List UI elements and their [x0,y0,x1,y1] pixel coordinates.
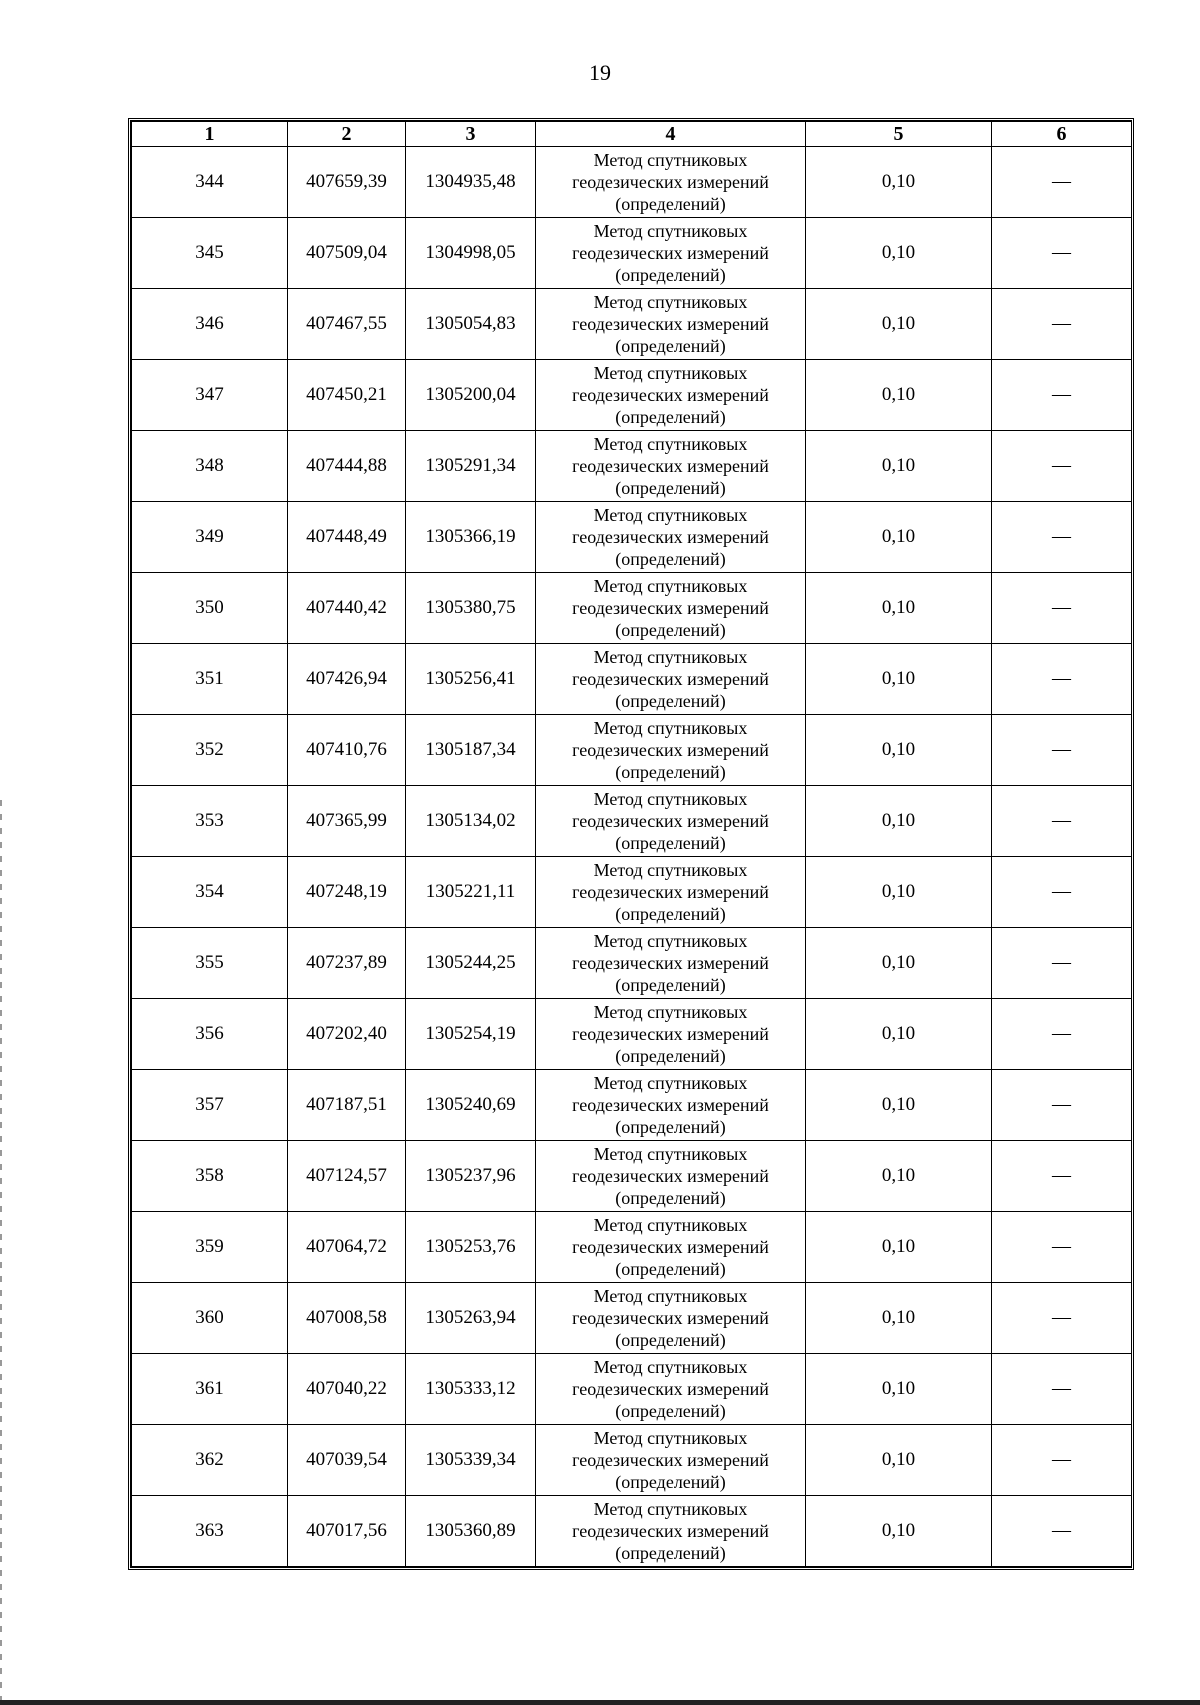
method-line: геодезических измерений [572,1450,769,1470]
y-coordinate-cell: 1305360,89 [406,1496,536,1567]
accuracy-cell: 0,10 [806,289,992,360]
note-cell: — [992,431,1132,502]
note-cell: — [992,1496,1132,1567]
x-coordinate-cell: 407509,04 [288,218,406,289]
y-coordinate-cell: 1305134,02 [406,786,536,857]
point-number-cell: 348 [132,431,288,502]
method-line: (определений) [615,762,726,782]
method-line: Метод спутниковых [593,1428,748,1448]
method-cell [536,1283,806,1354]
y-coordinate-cell: 1305254,19 [406,999,536,1070]
method-line: (определений) [615,1330,726,1350]
point-number-cell: 359 [132,1212,288,1283]
point-number-cell: 356 [132,999,288,1070]
accuracy-cell: 0,10 [806,857,992,928]
method-line: геодезических измерений [572,172,769,192]
accuracy-cell: 0,10 [806,715,992,786]
method-cell [536,1425,806,1496]
table-row [132,218,1132,289]
note-cell: — [992,928,1132,999]
method-line: (определений) [615,265,726,285]
table-row [132,1425,1132,1496]
y-coordinate-cell: 1305380,75 [406,573,536,644]
method-line: Метод спутниковых [593,221,748,241]
table-row [132,999,1132,1070]
x-coordinate-cell: 407426,94 [288,644,406,715]
column-header: 3 [406,122,536,147]
accuracy-cell: 0,10 [806,1141,992,1212]
y-coordinate-cell: 1305221,11 [406,857,536,928]
method-line: (определений) [615,904,726,924]
note-cell: — [992,1283,1132,1354]
note-cell: — [992,1141,1132,1212]
method-line: геодезических измерений [572,385,769,405]
point-number-cell: 362 [132,1425,288,1496]
accuracy-cell: 0,10 [806,360,992,431]
method-cell [536,1212,806,1283]
method-cell [536,502,806,573]
note-cell: — [992,1425,1132,1496]
y-coordinate-cell: 1305366,19 [406,502,536,573]
accuracy-cell: 0,10 [806,1070,992,1141]
method-line: Метод спутниковых [593,292,748,312]
note-cell: — [992,1070,1132,1141]
method-line: Метод спутниковых [593,150,748,170]
point-number-cell: 360 [132,1283,288,1354]
column-header: 6 [992,122,1132,147]
point-number-cell: 346 [132,289,288,360]
scan-edge-bottom [0,1700,1200,1705]
method-line: Метод спутниковых [593,434,748,454]
method-line: Метод спутниковых [593,1357,748,1377]
table-row [132,786,1132,857]
method-line: геодезических измерений [572,314,769,334]
note-cell: — [992,1354,1132,1425]
method-cell [536,360,806,431]
table-row [132,857,1132,928]
point-number-cell: 353 [132,786,288,857]
column-header: 1 [132,122,288,147]
method-line: Метод спутниковых [593,931,748,951]
note-cell: — [992,573,1132,644]
point-number-cell: 363 [132,1496,288,1567]
table-row [132,289,1132,360]
accuracy-cell: 0,10 [806,644,992,715]
method-cell [536,1496,806,1567]
method-line: (определений) [615,691,726,711]
method-line: Метод спутниковых [593,860,748,880]
method-line: геодезических измерений [572,1521,769,1541]
table-row [132,573,1132,644]
x-coordinate-cell: 407008,58 [288,1283,406,1354]
method-cell [536,289,806,360]
x-coordinate-cell: 407202,40 [288,999,406,1070]
method-line: Метод спутниковых [593,1499,748,1519]
point-number-cell: 358 [132,1141,288,1212]
point-number-cell: 361 [132,1354,288,1425]
method-line: Метод спутниковых [593,647,748,667]
table-row [132,644,1132,715]
y-coordinate-cell: 1305244,25 [406,928,536,999]
point-number-cell: 351 [132,644,288,715]
table-row [132,928,1132,999]
note-cell: — [992,857,1132,928]
x-coordinate-cell: 407039,54 [288,1425,406,1496]
method-cell [536,999,806,1070]
point-number-cell: 347 [132,360,288,431]
accuracy-cell: 0,10 [806,1496,992,1567]
note-cell: — [992,644,1132,715]
x-coordinate-cell: 407017,56 [288,1496,406,1567]
column-header: 5 [806,122,992,147]
method-cell [536,1070,806,1141]
x-coordinate-cell: 407248,19 [288,857,406,928]
method-line: геодезических измерений [572,740,769,760]
table-row [132,715,1132,786]
coordinates-table [131,121,1132,1567]
accuracy-cell: 0,10 [806,1283,992,1354]
table-row [132,1354,1132,1425]
method-cell [536,147,806,218]
note-cell: — [992,147,1132,218]
x-coordinate-cell: 407365,99 [288,786,406,857]
table-row [132,1496,1132,1567]
accuracy-cell: 0,10 [806,999,992,1070]
y-coordinate-cell: 1305333,12 [406,1354,536,1425]
x-coordinate-cell: 407659,39 [288,147,406,218]
method-cell [536,1354,806,1425]
method-line: геодезических измерений [572,598,769,618]
x-coordinate-cell: 407450,21 [288,360,406,431]
method-line: геодезических измерений [572,456,769,476]
method-line: (определений) [615,1117,726,1137]
point-number-cell: 350 [132,573,288,644]
method-line: (определений) [615,549,726,569]
note-cell: — [992,999,1132,1070]
method-cell [536,857,806,928]
note-cell: — [992,786,1132,857]
method-line: геодезических измерений [572,527,769,547]
method-line: Метод спутниковых [593,1002,748,1022]
page-number: 19 [589,60,611,85]
table-row [132,1212,1132,1283]
x-coordinate-cell: 407187,51 [288,1070,406,1141]
accuracy-cell: 0,10 [806,1425,992,1496]
point-number-cell: 352 [132,715,288,786]
method-line: (определений) [615,833,726,853]
method-cell [536,715,806,786]
method-line: (определений) [615,1046,726,1066]
table-body [132,147,1132,1567]
point-number-cell: 345 [132,218,288,289]
method-cell [536,431,806,502]
table-row [132,1141,1132,1212]
y-coordinate-cell: 1305339,34 [406,1425,536,1496]
y-coordinate-cell: 1304998,05 [406,218,536,289]
method-line: (определений) [615,336,726,356]
accuracy-cell: 0,10 [806,502,992,573]
x-coordinate-cell: 407440,42 [288,573,406,644]
coordinates-table-frame [128,118,1134,1570]
table-row [132,431,1132,502]
method-line: Метод спутниковых [593,1073,748,1093]
method-cell [536,928,806,999]
method-line: Метод спутниковых [593,1286,748,1306]
method-cell [536,644,806,715]
y-coordinate-cell: 1305237,96 [406,1141,536,1212]
method-line: (определений) [615,1472,726,1492]
method-line: (определений) [615,620,726,640]
accuracy-cell: 0,10 [806,147,992,218]
method-line: геодезических измерений [572,953,769,973]
accuracy-cell: 0,10 [806,928,992,999]
note-cell: — [992,289,1132,360]
accuracy-cell: 0,10 [806,786,992,857]
table-header-row [132,122,1132,147]
note-cell: — [992,1212,1132,1283]
point-number-cell: 354 [132,857,288,928]
x-coordinate-cell: 407448,49 [288,502,406,573]
method-line: геодезических измерений [572,669,769,689]
y-coordinate-cell: 1304935,48 [406,147,536,218]
method-line: (определений) [615,975,726,995]
method-cell [536,786,806,857]
y-coordinate-cell: 1305240,69 [406,1070,536,1141]
method-line: (определений) [615,1543,726,1563]
point-number-cell: 357 [132,1070,288,1141]
table-row [132,360,1132,431]
point-number-cell: 349 [132,502,288,573]
method-cell [536,218,806,289]
method-line: геодезических измерений [572,243,769,263]
y-coordinate-cell: 1305200,04 [406,360,536,431]
y-coordinate-cell: 1305253,76 [406,1212,536,1283]
column-header: 4 [536,122,806,147]
method-line: (определений) [615,478,726,498]
note-cell: — [992,502,1132,573]
method-line: Метод спутниковых [593,505,748,525]
method-line: (определений) [615,1259,726,1279]
method-line: Метод спутниковых [593,363,748,383]
x-coordinate-cell: 407064,72 [288,1212,406,1283]
x-coordinate-cell: 407467,55 [288,289,406,360]
note-cell: — [992,360,1132,431]
point-number-cell: 355 [132,928,288,999]
table-row [132,1283,1132,1354]
y-coordinate-cell: 1305054,83 [406,289,536,360]
method-line: геодезических измерений [572,1237,769,1257]
method-line: геодезических измерений [572,1024,769,1044]
method-line: Метод спутниковых [593,1144,748,1164]
y-coordinate-cell: 1305187,34 [406,715,536,786]
y-coordinate-cell: 1305291,34 [406,431,536,502]
accuracy-cell: 0,10 [806,1354,992,1425]
note-cell: — [992,715,1132,786]
x-coordinate-cell: 407410,76 [288,715,406,786]
method-line: Метод спутниковых [593,576,748,596]
column-header: 2 [288,122,406,147]
method-line: (определений) [615,407,726,427]
x-coordinate-cell: 407124,57 [288,1141,406,1212]
method-line: Метод спутниковых [593,718,748,738]
accuracy-cell: 0,10 [806,573,992,644]
method-line: Метод спутниковых [593,1215,748,1235]
method-line: (определений) [615,1401,726,1421]
point-number-cell: 344 [132,147,288,218]
note-cell: — [992,218,1132,289]
method-cell [536,573,806,644]
method-line: Метод спутниковых [593,789,748,809]
method-line: геодезических измерений [572,811,769,831]
table-row [132,1070,1132,1141]
method-line: геодезических измерений [572,1379,769,1399]
method-line: (определений) [615,1188,726,1208]
method-cell [536,1141,806,1212]
scan-edge-left [0,800,2,1700]
x-coordinate-cell: 407040,22 [288,1354,406,1425]
method-line: (определений) [615,194,726,214]
method-line: геодезических измерений [572,1166,769,1186]
x-coordinate-cell: 407237,89 [288,928,406,999]
method-line: геодезических измерений [572,882,769,902]
method-line: геодезических измерений [572,1095,769,1115]
x-coordinate-cell: 407444,88 [288,431,406,502]
accuracy-cell: 0,10 [806,431,992,502]
accuracy-cell: 0,10 [806,1212,992,1283]
table-row [132,502,1132,573]
y-coordinate-cell: 1305256,41 [406,644,536,715]
method-line: геодезических измерений [572,1308,769,1328]
accuracy-cell: 0,10 [806,218,992,289]
y-coordinate-cell: 1305263,94 [406,1283,536,1354]
table-row [132,147,1132,218]
